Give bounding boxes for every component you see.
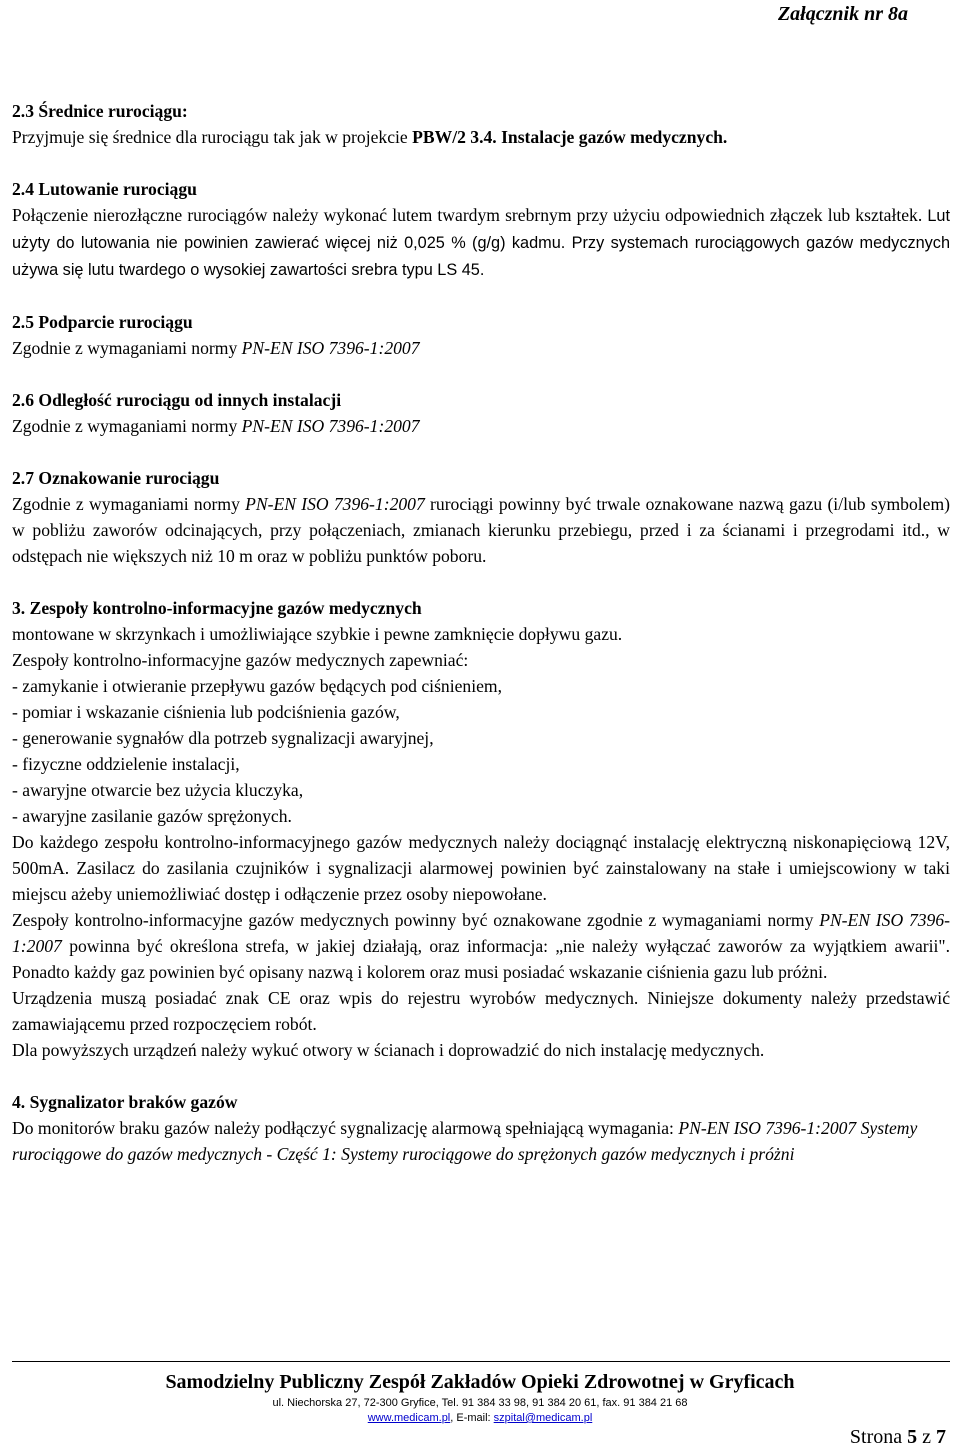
section-3-list [12,673,950,829]
section-2-3-title: 2.3 Średnice rurociągu: [12,101,188,121]
footer-address: ul. Niechorska 27, 72-300 Gryfice, Tel. 91 384 33 98, 91 384 20 61, fax. 91 384 21 68 [272,1397,688,1409]
list-item: - pomiar i wskazanie ciśnienia lub podciśnienia gazów, [12,702,400,722]
section-3-marking-norm: PN-EN ISO 7396-1:2007 [12,910,950,956]
section-2-5-norm: PN-EN ISO 7396-1:2007 [241,338,420,358]
page-number-label: Strona [849,1426,908,1448]
section-2-3-text-main: Przyjmuje się średnice dla rurociągu tak jak w projekcie [12,127,413,147]
document-body [12,98,950,1167]
section-3-marking-text-a: Zespoły kontrolno-informacyjne gazów medycznych powinny być oznakowane zgodnie z wymaganiami normy [12,910,820,930]
footer-divider [12,1361,950,1362]
section-2-4-text-b: Lut użyty do lutowania nie powinien zawierać więcej niż 0,025 % (g/g) kadmu. Przy systemach rurociągowych gazów medycznych używa się lutu twardego o wysokiej zawartości srebra typu LS 45. [12,207,950,279]
section-4-title: 4. Sygnalizator braków gazów [12,1092,238,1112]
section-3-power-text: Do każdego zespołu kontrolno-informacyjnego gazów medycznych należy dociągnąć instalację elektryczną niskonapięciową 12V, 500mA. Zasilacz do zasilania czujników i sygnalizacji alarmowej powinien być zainstalowany na stałe i umiejscowiony w taki miejscu ażeby uniemożliwiać dostęp i odłączenie przez osoby niepowołane. [12,832,950,904]
section-3-marking-text-b: powinna być określona strefa, w jakiej działają, oraz informacja: „nie należy wyłączać zaworów za wyjątkiem awarii". Ponadto każdy gaz powinien być opisany nazwą i kolorem oraz musi posiadać wskazanie ciśnienia gazu lub próżni. [12,936,950,982]
section-2-4-title: 2.4 Lutowanie rurociągu [12,179,197,199]
footer-contact [0,1411,960,1426]
section-2-5-text-main: Zgodnie z wymaganiami normy [12,338,242,358]
list-item: - fizyczne oddzielenie instalacji, [12,754,240,774]
footer-email-link[interactable]: szpital@medicam.pl [493,1412,593,1424]
page-number-total: 7 [936,1426,946,1448]
section-2-6-text [12,413,950,439]
page-number-current: 5 [907,1426,918,1448]
footer [0,1368,960,1426]
footer-website-link[interactable]: www.medicam.pl [367,1412,451,1424]
section-4-norm: PN-EN ISO 7396-1:2007 Systemy rurociągowe do gazów medycznych - Część 1: Systemy rurociągowe do sprężonych gazów medycznych i próżni [12,1118,918,1164]
section-3-marking-text [12,907,950,985]
list-item: - zamykanie i otwieranie przepływu gazów będących pod ciśnieniem, [12,676,502,696]
list-item: - generowanie sygnałów dla potrzeb sygnalizacji awaryjnej, [12,728,434,748]
section-2-7-text-a: Zgodnie z wymaganiami normy [12,494,246,514]
section-2-4-text [12,202,950,283]
page-number [850,1426,946,1449]
section-2-3-text [12,124,950,150]
section-3-intro-2: Zespoły kontrolno-informacyjne gazów medycznych zapewniać: [12,650,469,670]
section-2-5-text [12,335,950,361]
page-number-separator: z [917,1426,936,1448]
section-3-ce-text: Urządzenia muszą posiadać znak CE oraz wpis do rejestru wyrobów medycznych. Niniejsze dokumenty należy przedstawić zamawiającemu przed rozpoczęciem robót. [12,988,950,1034]
list-item: - awaryjne zasilanie gazów sprężonych. [12,806,292,826]
section-2-4-text-a: Połączenie nierozłączne rurociągów należy wykonać lutem twardym srebrnym przy użyciu odpowiednich złączek lub kształtek. [12,205,928,225]
footer-email-label: , E-mail: [450,1412,494,1424]
section-2-5-title: 2.5 Podparcie rurociągu [12,312,193,332]
section-2-6-norm: PN-EN ISO 7396-1:2007 [241,416,420,436]
section-2-6-text-main: Zgodnie z wymaganiami normy [12,416,242,436]
section-3-title: 3. Zespoły kontrolno-informacyjne gazów medycznych [12,598,422,618]
section-4-text [12,1115,950,1167]
section-2-3-project-ref: PBW/2 3.4. Instalacje gazów medycznych. [412,127,728,147]
list-item: - awaryjne otwarcie bez użycia kluczyka, [12,780,304,800]
section-2-7-text [12,491,950,569]
attachment-label: Załącznik nr 8a [777,3,908,25]
section-2-7-text-b: rurociągi powinny być trwale oznakowane nazwą gazu (i/lub symbolem) w pobliżu zaworów odcinających, przy połączeniach, zmianach kierunku przebiegu, przed i za ścianami i przegrodami itd., w odstępach nie większych niż 10 m oraz w pobliżu punktów poboru. [12,494,951,566]
section-2-7-norm: PN-EN ISO 7396-1:2007 [245,494,425,514]
section-3-holes-text: Dla powyższych urządzeń należy wykuć otwory w ścianach i doprowadzić do nich instalację medycznych. [12,1040,765,1060]
section-3-intro-1: montowane w skrzynkach i umożliwiające szybkie i pewne zamknięcie dopływu gazu. [12,624,623,644]
footer-institution-name: Samodzielny Publiczny Zespół Zakładów Opieki Zdrowotnej w Gryficach [165,1371,795,1393]
section-2-7-title: 2.7 Oznakowanie rurociągu [12,468,220,488]
section-2-6-title: 2.6 Odległość rurociągu od innych instalacji [12,390,342,410]
section-4-text-main: Do monitorów braku gazów należy podłączyć sygnalizację alarmową spełniającą wymagania: [12,1118,679,1138]
